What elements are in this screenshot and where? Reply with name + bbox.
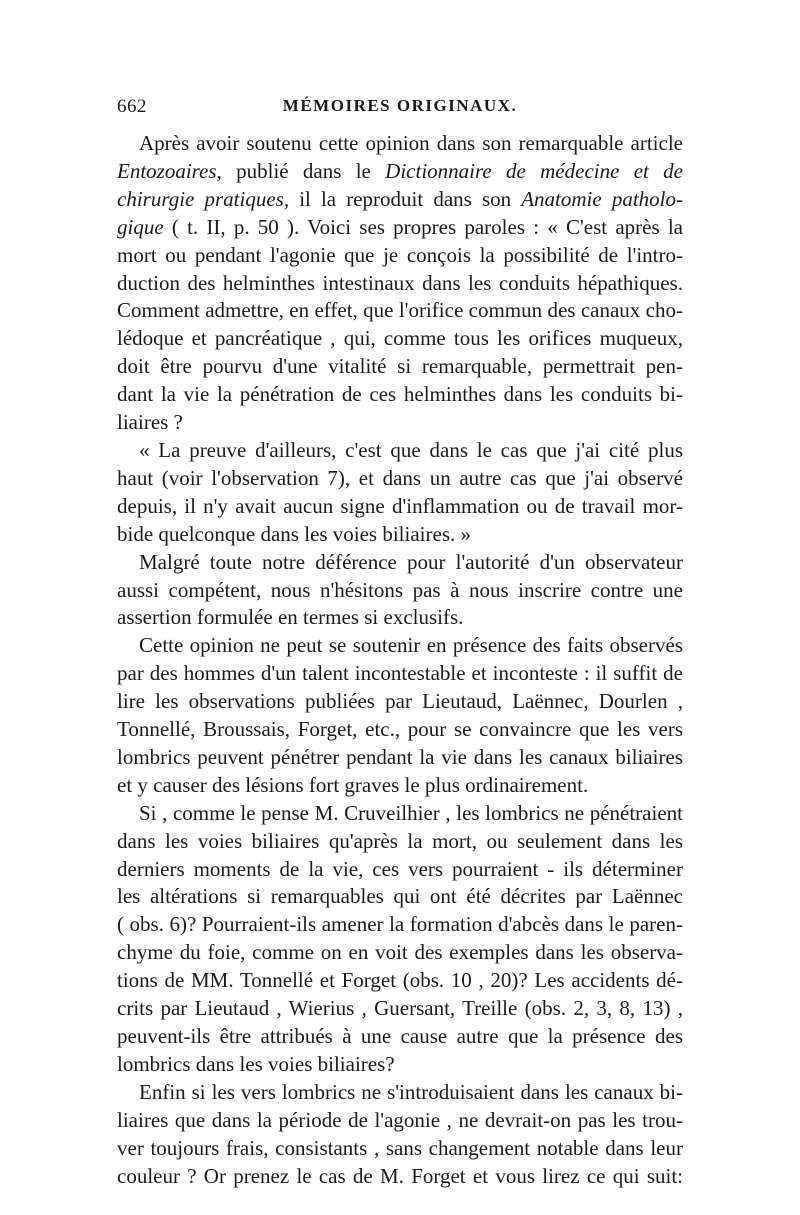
text-line: Malgré toute notre déférence pour l'autorité d'un observateur	[139, 549, 683, 574]
text-line: Si , comme le pense M. Cruveilhier , les lombrics ne pénétraient	[139, 800, 683, 825]
text-line: par des hommes d'un talent incontestable et inconteste : il suffit de	[117, 661, 683, 686]
text-line: lédoque et pancréatique , qui, comme tous les orifices muqueux,	[117, 326, 683, 351]
italic-term: Entozoaires,	[117, 158, 222, 183]
text-line: lombrics peuvent pénétrer pendant la vie dans les canaux biliaires	[117, 744, 683, 769]
text-line: Tonnellé, Broussais, Forget, etc., pour se convaincre que les vers	[117, 717, 683, 742]
text-line: couleur ? Or prenez le cas de M. Forget et vous lirez ce qui suit:	[117, 1163, 683, 1188]
italic-term: Anatomie patholo-	[521, 186, 683, 211]
text-line: Enfin si les vers lombrics ne s'introduisaient dans les canaux bi-	[139, 1079, 683, 1104]
text-line: derniers moments de la vie, ces vers pourraient - ils déterminer	[117, 856, 683, 881]
body-text	[117, 130, 683, 1190]
text-line: crits par Lieutaud , Wierius , Guersant, Treille (obs. 2, 3, 8, 13) ,	[117, 996, 683, 1021]
text-line: dans les voies biliaires qu'après la mort, ou seulement dans les	[117, 828, 683, 853]
text-line: ver toujours frais, consistants , sans changement notable dans leur	[117, 1135, 683, 1160]
text-line: depuis, il n'y avait aucun signe d'inflammation ou de travail mor-	[117, 493, 683, 518]
text-line: « La preuve d'ailleurs, c'est que dans le cas que j'ai cité plus	[139, 437, 683, 462]
text-line: tions de MM. Tonnellé et Forget (obs. 10 , 20)? Les accidents dé-	[117, 968, 683, 993]
text-line: Cette opinion ne peut se soutenir en présence des faits observés	[139, 633, 683, 658]
text-line: dant la vie la pénétration de ces helminthes dans les conduits bi-	[117, 382, 683, 407]
text-line: et y causer des lésions fort graves le plus ordinairement.	[117, 772, 589, 797]
page-number: 662	[117, 96, 147, 117]
page-header	[117, 96, 683, 126]
italic-term: chirurgie pratiques,	[117, 186, 290, 211]
text-line: lombrics dans les voies biliaires?	[117, 1051, 395, 1076]
text-line: liaires ?	[117, 410, 183, 435]
text-line: Entozoaires, publié dans le Dictionnaire de médecine et de	[117, 158, 684, 183]
text-line: les altérations si remarquables qui ont été décrites par Laënnec	[117, 884, 683, 909]
text-line: gique ( t. II, p. 50 ). Voici ses propres paroles : « C'est après la	[117, 214, 683, 239]
text-line: lire les observations publiées par Lieutaud, Laënnec, Dourlen ,	[117, 689, 683, 714]
text-line: bide quelconque dans les voies biliaires. »	[117, 521, 471, 546]
text-line: liaires que dans la période de l'agonie , ne devrait-on pas les trou-	[117, 1107, 683, 1132]
running-head: MÉMOIRES ORIGINAUX.	[282, 96, 518, 115]
text-line: doit être pourvu d'une vitalité si remarquable, permettrait pen-	[117, 354, 683, 379]
text-line: ( obs. 6)? Pourraient-ils amener la formation d'abcès dans le paren-	[117, 912, 683, 937]
text-line: haut (voir l'observation 7), et dans un autre cas que j'ai observé	[117, 465, 683, 490]
text-line: mort ou pendant l'agonie que je conçois la possibilité de l'intro-	[117, 242, 683, 267]
text-line: chirurgie pratiques, il la reproduit dans son Anatomie patholo-	[117, 186, 683, 211]
italic-term: Dictionnaire de médecine et de	[385, 158, 684, 183]
text-line: Après avoir soutenu cette opinion dans son remarquable article	[139, 131, 683, 155]
text-line: chyme du foie, comme on en voit des exemples dans les observa-	[117, 940, 683, 965]
text-line: peuvent-ils être attribués à une cause autre que la présence des	[117, 1024, 683, 1048]
text-line: assertion formulée en termes si exclusifs.	[117, 605, 464, 630]
text-line: Comment admettre, en effet, que l'orifice commun des canaux cho-	[117, 298, 683, 323]
text-line: duction des helminthes intestinaux dans les conduits hépathiques.	[117, 270, 683, 295]
italic-term: gique	[117, 214, 164, 239]
text-line: aussi compétent, nous n'hésitons pas à nous inscrire contre une	[117, 577, 683, 602]
